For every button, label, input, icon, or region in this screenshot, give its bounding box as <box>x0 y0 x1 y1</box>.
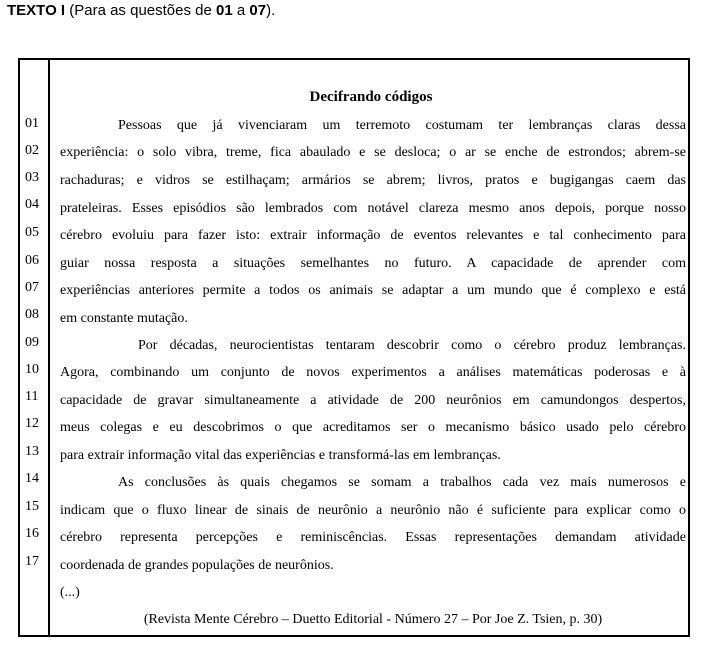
line-number: 03 <box>25 170 39 185</box>
text-line: experiências anteriores permite a todos os animais se adaptar a um mundo que é complexo e está <box>60 283 686 298</box>
text-line: Por décadas, neurocientistas tentaram descobrir como o cérebro produz lembranças. <box>138 338 686 353</box>
line-number: 16 <box>25 526 39 541</box>
text-line: guiar nossa resposta a situações semelhantes no futuro. A capacidade de aprender com <box>60 256 686 271</box>
text-line: rachaduras; e vidros se estilhaçam; armários se abrem; livros, pratos e bugigangas caem das <box>60 173 686 188</box>
header-prefix: (Para as questões de <box>65 2 217 19</box>
text-line: cérebro evoluiu para fazer isto: extrair informação de eventos relevantes e tal conhecimento para <box>60 228 686 243</box>
line-number: 05 <box>25 225 39 240</box>
text-line: prateleiras. Esses episódios são lembrados com notável clareza mesmo anos depois, porque nosso <box>60 201 686 216</box>
text-line: coordenada de grandes populações de neurônios. <box>60 558 334 573</box>
header-middle: a <box>232 2 250 19</box>
line-number: 02 <box>25 143 39 158</box>
source-citation: (Revista Mente Cérebro – Duetto Editorial - Número 27 – Por Joe Z. Tsien, p. 30) <box>143 612 603 627</box>
text-line: Agora, combinando um conjunto de novos experimentos a análises matemáticas poderosas e à <box>60 365 686 380</box>
text-line: para extrair informação vital das experiências e transformá-las em lembranças. <box>60 448 501 463</box>
text-label: TEXTO I <box>7 2 66 19</box>
line-number: 15 <box>25 499 39 514</box>
text-line: indicam que o fluxo linear de sinais de neurônio a neurônio não é suficiente para explicar como o <box>60 503 686 518</box>
line-number: 13 <box>25 444 39 459</box>
article-title: Decifrando códigos <box>309 89 433 105</box>
header-suffix: ). <box>266 2 276 19</box>
text-line: Pessoas que já vivenciaram um terremoto costumam ter lembranças claras dessa <box>118 118 686 133</box>
line-number: 17 <box>25 554 39 569</box>
ellipsis: (...) <box>60 585 80 600</box>
line-number: 07 <box>25 280 39 295</box>
line-number: 04 <box>25 197 39 212</box>
text-line: em constante mutação. <box>60 311 188 326</box>
line-number: 11 <box>25 389 39 404</box>
line-number: 08 <box>25 307 39 322</box>
text-line: cérebro representa percepções e reminiscências. Essas representações demandam atividade <box>60 530 686 545</box>
text-header <box>7 2 275 20</box>
header-from: 01 <box>216 2 233 19</box>
text-line: experiência: o solo vibra, treme, fica abaulado e se desloca; o ar se enche de estrondos; abrem-se <box>60 145 686 160</box>
header-to: 07 <box>249 2 267 19</box>
line-number: 10 <box>25 362 39 377</box>
text-line: meus colegas e eu descobrimos o que acreditamos ser o mecanismo básico usado pelo cérebro <box>60 420 686 435</box>
line-number: 14 <box>25 471 39 486</box>
line-number: 06 <box>25 253 39 268</box>
line-number: 01 <box>25 116 39 131</box>
line-number: 09 <box>25 335 39 350</box>
text-line: As conclusões às quais chegamos se somam a trabalhos cada vez mais numerosos e <box>118 475 686 490</box>
line-number-divider <box>48 58 50 637</box>
line-number: 12 <box>25 416 39 431</box>
text-line: capacidade de gravar simultaneamente a atividade de 200 neurônios em camundongos despertos, <box>60 393 686 408</box>
